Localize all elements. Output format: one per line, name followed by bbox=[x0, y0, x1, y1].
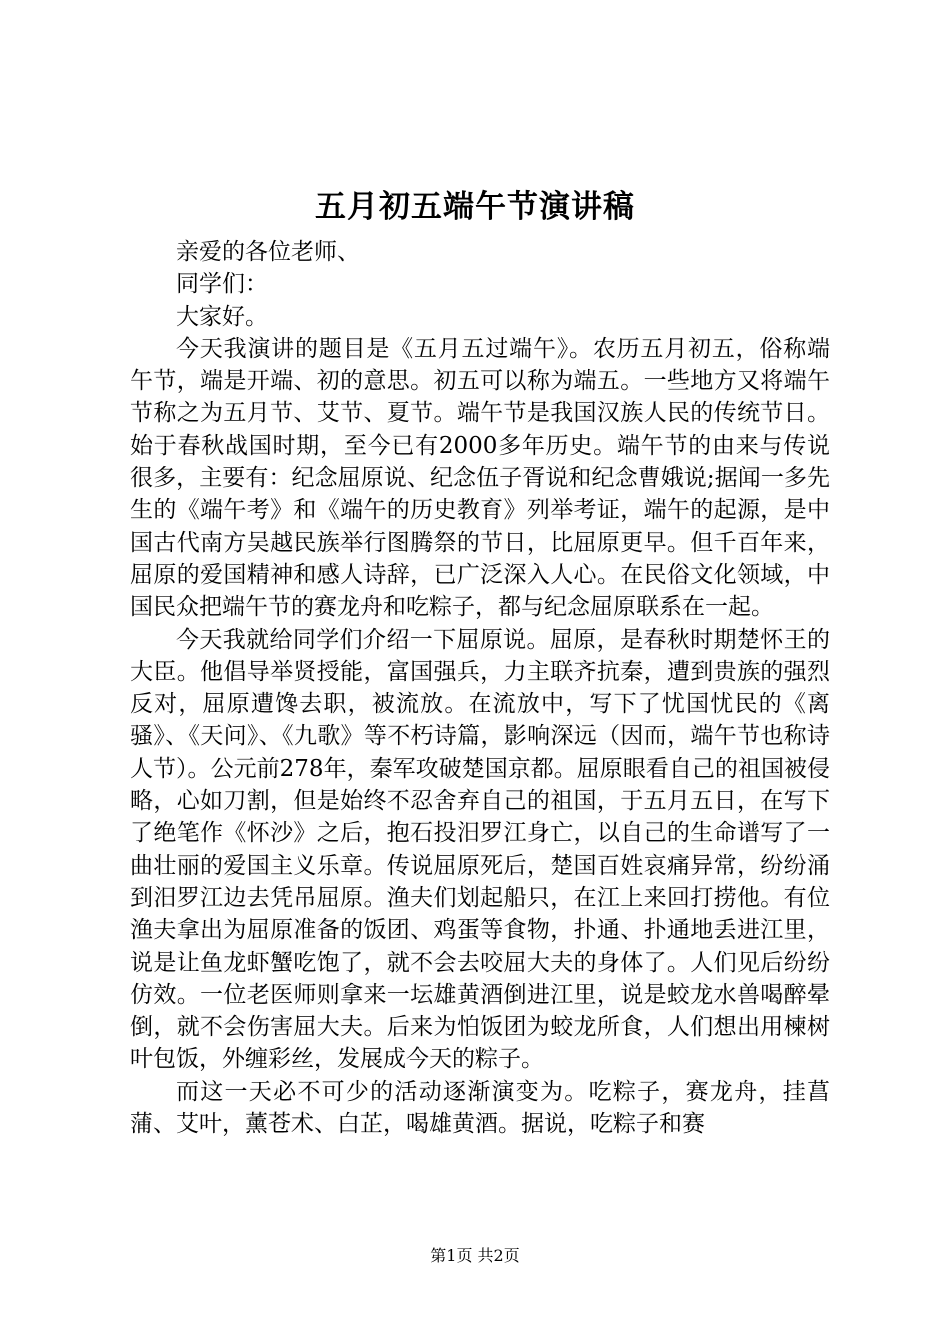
greeting-line-3: 大家好。 bbox=[176, 303, 268, 330]
page-footer: 第1页 共2页 bbox=[430, 1246, 520, 1265]
document-title: 五月初五端午节演讲稿 bbox=[315, 189, 635, 225]
body-paragraph: 而这一天必不可少的活动逐渐演变为。吃粽子，赛龙舟，挂菖蒲、艾叶，薰苍术、白芷，喝雄黄酒。据说，吃粽子和赛 bbox=[130, 1078, 830, 1138]
body-paragraph: 今天我就给同学们介绍一下屈原说。屈原，是春秋时期楚怀王的大臣。他倡导举贤授能，富国强兵，力主联齐抗秦，遭到贵族的强烈反对，屈原遭馋去职，被流放。在流放中，写下了忧国忧民的《离骚》、《天问》、《九歌》等不朽诗篇，影响深远（因而，端午节也称诗人节）。公元前278年，秦军攻破楚国京都。屈原眼看自己的祖国被侵略，心如刀割，但是始终不忍舍弃自己的祖国，于五月五日，在写下了绝笔作《怀沙》之后，抱石投汨罗江身亡，以自己的生命谱写了一曲壮丽的爱国主义乐章。传说屈原死后，楚国百姓哀痛异常，纷纷涌到汨罗江边去凭吊屈原。渔夫们划起船只，在江上来回打捞他。有位渔夫拿出为屈原准备的饭团、鸡蛋等食物，扑通、扑通地丢进江里，说是让鱼龙虾蟹吃饱了，就不会去咬屈大夫的身体了。人们见后纷纷仿效。一位老医师则拿来一坛雄黄酒倒进江里，说是蛟龙水兽喝醉晕倒，就不会伤害屈大夫。后来为怕饭团为蛟龙所食，人们想出用楝树叶包饭，外缠彩丝，发展成今天的粽子。 bbox=[130, 626, 830, 1073]
document-body bbox=[130, 236, 830, 1140]
body-paragraph: 今天我演讲的题目是《五月五过端午》。农历五月初五，俗称端午节，端是开端、初的意思。初五可以称为端五。一些地方又将端午节称之为五月节、艾节、夏节。端午节是我国汉族人民的传统节日。始于春秋战国时期，至今已有2000多年历史。端午节的由来与传说很多，主要有：纪念屈原说、纪念伍子胥说和纪念曹娥说;据闻一多先生的《端午考》和《端午的历史教育》列举考证，端午的起源，是中国古代南方吴越民族举行图腾祭的节日，比屈原更早。但千百年来，屈原的爱国精神和感人诗辞，已广泛深入人心。在民俗文化领域，中国民众把端午节的赛龙舟和吃粽子，都与纪念屈原联系在一起。 bbox=[130, 335, 830, 621]
greeting-line-1: 亲爱的各位老师、 bbox=[176, 239, 360, 265]
greeting-line-2: 同学们： bbox=[176, 271, 268, 298]
